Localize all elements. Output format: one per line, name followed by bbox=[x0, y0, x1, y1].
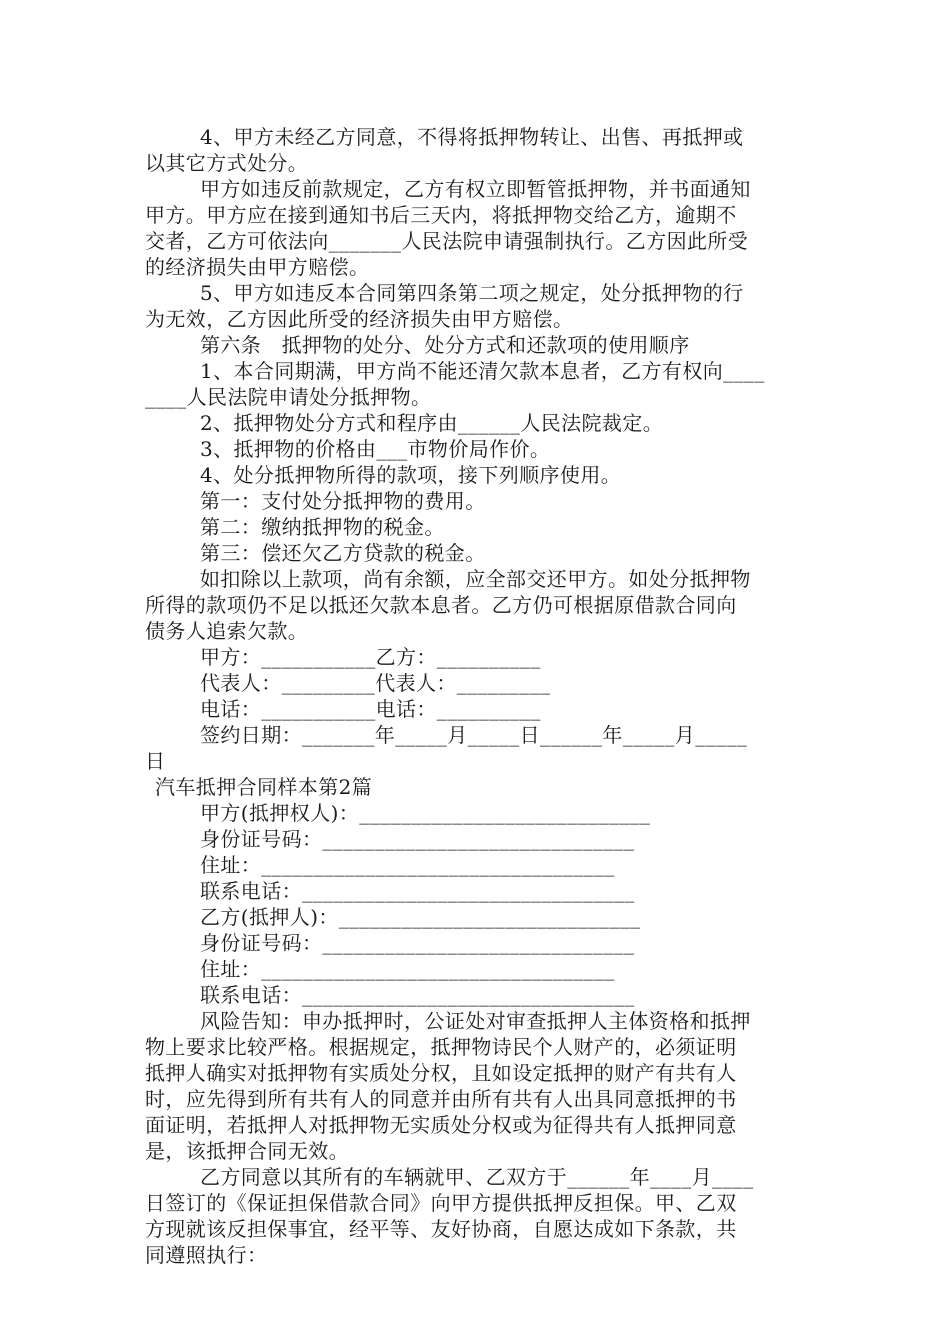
form-field-address: 住址：__________________________________ bbox=[200, 853, 615, 877]
form-field-id-number: 身份证号码：______________________________ bbox=[200, 931, 635, 955]
form-field-address: 住址：__________________________________ bbox=[200, 957, 615, 981]
text-line: 如扣除以上款项，尚有余额，应全部交还甲方。如处分抵押物 bbox=[200, 567, 751, 591]
text-line: 甲方如违反前款规定，乙方有权立即暂管抵押物，并书面通知 bbox=[200, 177, 751, 201]
form-field-party-a: 甲方(抵押权人)：____________________________ bbox=[200, 801, 651, 825]
text-line: 3、抵押物的价格由___市物价局作价。 bbox=[200, 437, 551, 461]
section-heading: 第六条 抵押物的处分、处分方式和还款项的使用顺序 bbox=[200, 333, 690, 357]
signature-field-representative: 代表人：_________代表人：_________ bbox=[200, 671, 551, 695]
text-line: 方现就该反担保事宜，经平等、友好协商，自愿达成如下条款，共 bbox=[145, 1217, 737, 1241]
text-line: 风险告知：申办抵押时，公证处对审查抵押人主体资格和抵押 bbox=[200, 1009, 751, 1033]
text-line: 5、甲方如违反本合同第四条第二项之规定，处分抵押物的行 bbox=[200, 281, 744, 305]
text-line: 4、甲方未经乙方同意，不得将抵押物转让、出售、再抵押或 bbox=[200, 125, 744, 149]
form-field-phone: 联系电话：________________________________ bbox=[200, 983, 635, 1007]
signature-field-phone: 电话：___________电话：__________ bbox=[200, 697, 541, 721]
text-line: 2、抵押物处分方式和程序由______人民法院裁定。 bbox=[200, 411, 664, 435]
text-line: 第三：偿还欠乙方贷款的税金。 bbox=[200, 541, 486, 565]
text-line: 4、处分抵押物所得的款项，接下列顺序使用。 bbox=[200, 463, 622, 487]
text-line: 第一：支付处分抵押物的费用。 bbox=[200, 489, 486, 513]
text-line: 1、本合同期满，甲方尚不能还清欠款本息者，乙方有权向____ bbox=[200, 359, 765, 383]
text-line: 所得的款项仍不足以抵还欠款本息者。乙方仍可根据原借款合同向 bbox=[145, 593, 737, 617]
text-line: 物上要求比较严格。根据规定，抵押物诗民个人财产的，必须证明 bbox=[145, 1035, 737, 1059]
text-line: 债务人追索欠款。 bbox=[145, 619, 309, 643]
text-line: 第二：缴纳抵押物的税金。 bbox=[200, 515, 445, 539]
text-line: 甲方。甲方应在接到通知书后三天内，将抵押物交给乙方，逾期不 bbox=[145, 203, 737, 227]
form-field-party-b: 乙方(抵押人)：_____________________________ bbox=[200, 905, 641, 929]
text-line: ____人民法院申请处分抵押物。 bbox=[145, 385, 432, 409]
text-line: 为无效，乙方因此所受的经济损失由甲方赔偿。 bbox=[145, 307, 574, 331]
signature-date-field: 签约日期：_______年_____月_____日______年_____月_____ bbox=[200, 723, 748, 747]
text-line: 是，该抵押合同无效。 bbox=[145, 1139, 349, 1163]
text-line: 以其它方式处分。 bbox=[145, 151, 309, 175]
form-field-phone: 联系电话：________________________________ bbox=[200, 879, 635, 903]
text-line: 抵押人确实对抵押物有实质处分权，且如设定抵押的财产有共有人 bbox=[145, 1061, 737, 1085]
form-field-id-number: 身份证号码：______________________________ bbox=[200, 827, 635, 851]
chapter-title: 汽车抵押合同样本第2篇 bbox=[155, 775, 373, 799]
text-line: 同遵照执行： bbox=[145, 1243, 268, 1267]
signature-field-party-a: 甲方：___________乙方：__________ bbox=[200, 645, 541, 669]
text-line: 时，应先得到所有共有人的同意并由所有共有人出具同意抵押的书 bbox=[145, 1087, 737, 1111]
text-line: 的经济损失由甲方赔偿。 bbox=[145, 255, 370, 279]
text-line: 交者，乙方可依法向_______人民法院申请强制执行。乙方因此所受 bbox=[145, 229, 749, 253]
text-line: 乙方同意以其所有的车辆就甲、乙双方于______年____月____ bbox=[200, 1165, 754, 1189]
text-line: 面证明，若抵押人对抵押物无实质处分权或为征得共有人抵押同意 bbox=[145, 1113, 737, 1137]
text-line: 日签订的《保证担保借款合同》向甲方提供抵押反担保。甲、乙双 bbox=[145, 1191, 737, 1215]
text-line: 日 bbox=[145, 749, 166, 773]
